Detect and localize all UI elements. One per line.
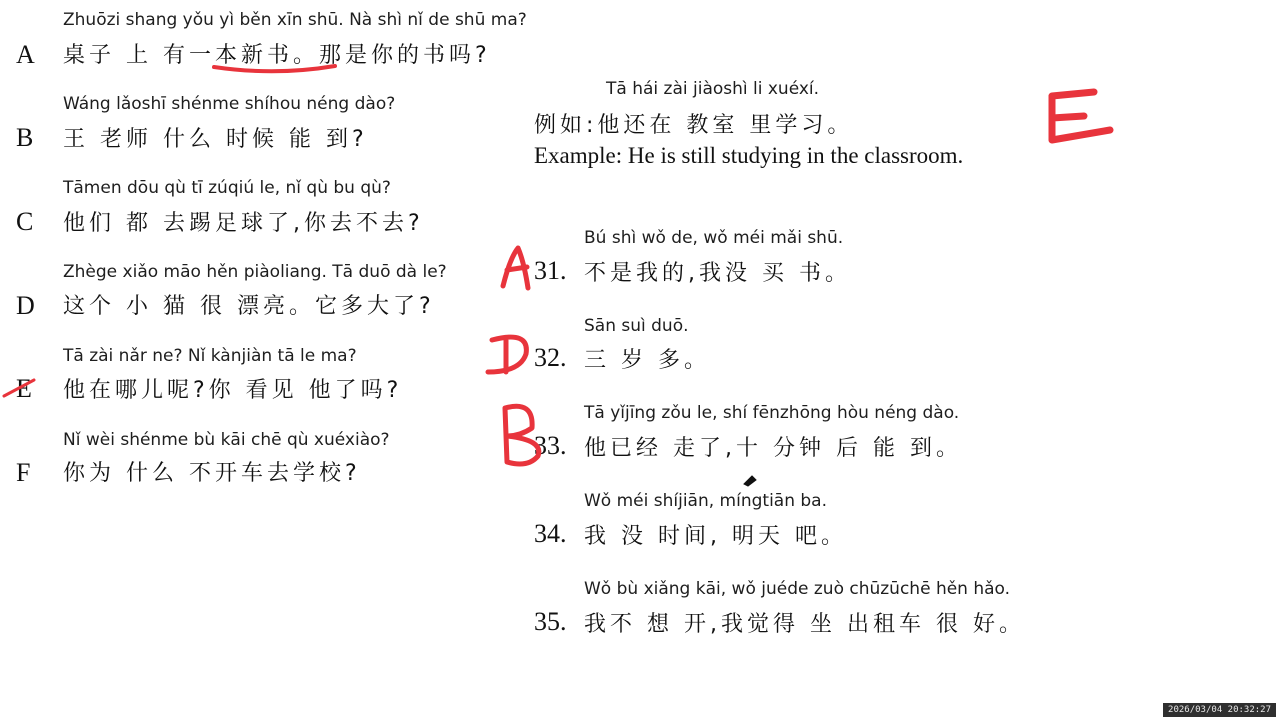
example-english: Example: He is still studying in the classroom. <box>534 143 964 168</box>
option-c-hanzi: 他们 都 去踢足球了,你去不去? <box>63 211 424 236</box>
option-a-pinyin: Zhuōzi shang yǒu yì běn xīn shū. Nà shì nǐ de shū ma? <box>63 10 527 30</box>
handwritten-e-mark <box>1052 92 1110 140</box>
option-e-pinyin: Tā zài nǎr ne? Nǐ kànjiàn tā le ma? <box>63 346 357 366</box>
option-f-pinyin: Nǐ wèi shénme bù kāi chē qù xuéxiào? <box>63 430 390 450</box>
question-33-number: 33. <box>534 431 567 460</box>
question-34-pinyin: Wǒ méi shíjiān, míngtiān ba. <box>584 491 828 511</box>
option-d-letter: D <box>16 291 35 320</box>
option-c-letter: C <box>16 207 34 236</box>
question-32-pinyin: Sān suì duō. <box>584 316 689 336</box>
question-32-hanzi: 三 岁 多。 <box>584 348 710 373</box>
option-a-hanzi: 桌子 上 有一本新书。那是你的书吗? <box>63 43 491 68</box>
example-pinyin: Tā hái zài jiàoshì li xuéxí. <box>606 79 820 99</box>
example-hanzi: 例如:他还在 教室 里学习。 <box>534 113 854 138</box>
question-35-hanzi: 我不 想 开,我觉得 坐 出租车 很 好。 <box>584 612 1025 637</box>
option-c-pinyin: Tāmen dōu qù tī zúqiú le, nǐ qù bu qù? <box>63 178 391 198</box>
option-b-letter: B <box>16 123 34 152</box>
option-d-pinyin: Zhège xiǎo māo hěn piàoliang. Tā duō dà le? <box>63 262 447 282</box>
question-32-number: 32. <box>534 343 567 372</box>
question-34-number: 34. <box>534 519 567 548</box>
option-d-hanzi: 这个 小 猫 很 漂亮。它多大了? <box>63 294 435 319</box>
question-35-pinyin: Wǒ bù xiǎng kāi, wǒ juéde zuò chūzūchē hěn hǎo. <box>584 579 1011 599</box>
handwritten-d-mark <box>488 337 526 372</box>
option-b-pinyin: Wáng lǎoshī shénme shíhou néng dào? <box>63 94 396 114</box>
question-35-number: 35. <box>534 607 567 636</box>
question-34-hanzi: 我 没 时间, 明天 吧。 <box>584 524 847 549</box>
option-a-letter: A <box>16 40 35 69</box>
handwritten-a-mark <box>503 248 528 288</box>
question-31-pinyin: Bú shì wǒ de, wǒ méi mǎi shū. <box>584 228 844 248</box>
question-33-pinyin: Tā yǐjīng zǒu le, shí fēnzhōng hòu néng dào. <box>584 403 960 423</box>
option-f-hanzi: 你为 什么 不开车去学校? <box>63 461 361 486</box>
option-e-letter: E <box>16 374 32 403</box>
option-f-letter: F <box>16 458 31 487</box>
question-31-hanzi: 不是我的,我没 买 书。 <box>584 261 851 286</box>
question-33-hanzi: 他已经 走了,十 分钟 后 能 到。 <box>584 436 962 461</box>
option-e-hanzi: 他在哪儿呢?你 看见 他了吗? <box>63 378 403 403</box>
question-31-number: 31. <box>534 256 567 285</box>
pen-cursor-icon <box>744 476 756 486</box>
timestamp: 2026/03/04 20:32:27 <box>1163 703 1276 717</box>
option-b-hanzi: 王 老师 什么 时候 能 到? <box>63 127 368 152</box>
